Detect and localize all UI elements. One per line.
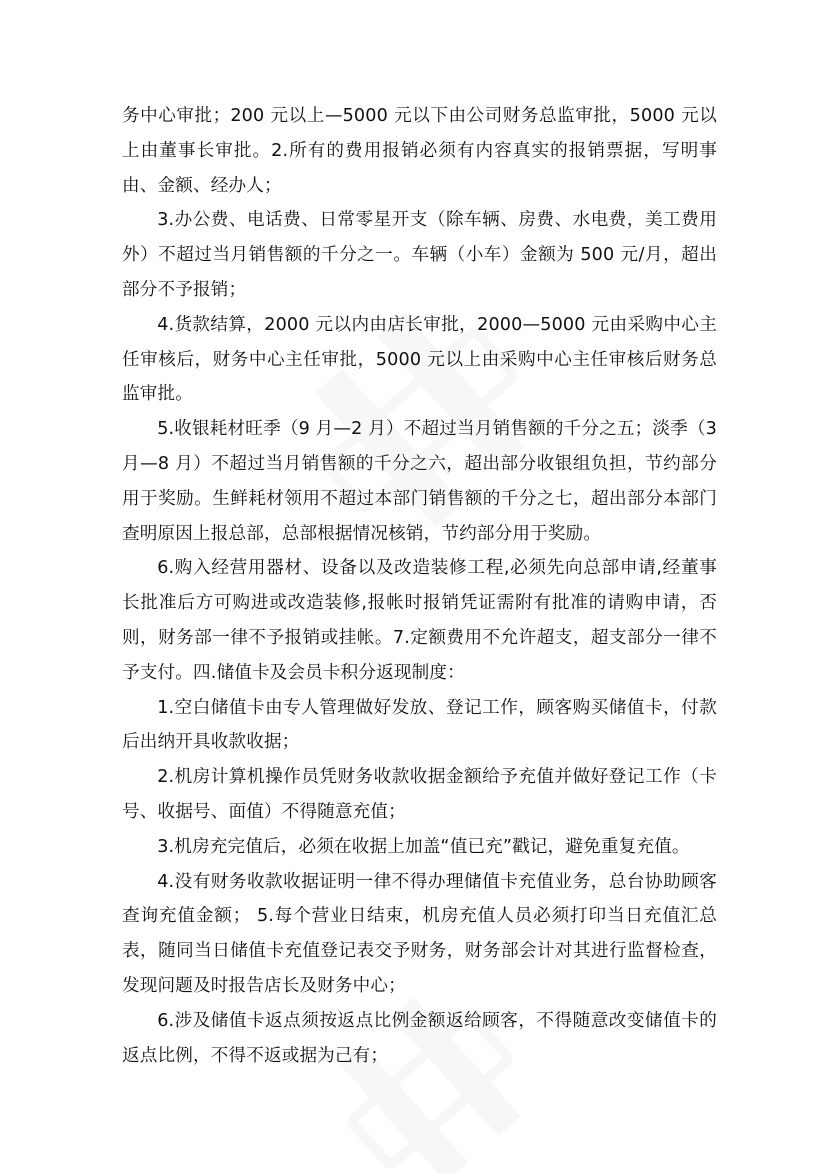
paragraph-card-2: 2.机房计算机操作员凭财务收款收据金额给予充值并做好登记工作（卡号、收据号、面值）不得随意充值； xyxy=(122,767,717,822)
paragraph-card-6: 6.涉及储值卡返点须按返点比例金额返给顾客，不得随意改变储值卡的返点比例，不得不返或据为己有； xyxy=(122,1010,717,1066)
paragraph-item-5: 5.收银耗材旺季（9 月—2 月）不超过当月销售额的千分之五；淡季（3 月—8 月）不超过当月销售额的千分之六，超出部分收银组负担，节约部分用于奖励。生鲜耗材领用不超过本部门销售额的千分之七，超出部分本部门查明原因上报总部，总部根据情况核销，节约部分用于奖励。 xyxy=(122,419,717,544)
paragraph-item-4: 4.货款结算，2000 元以内由店长审批，2000—5000 元由采购中心主任审核后，财务中心主任审批，5000 元以上由采购中心主任审核后财务总监审批。 xyxy=(122,314,717,405)
paragraph-card-3: 3.机房充完值后，必须在收据上加盖“值已充”戳记，避免重复充值。 xyxy=(157,836,690,857)
paragraph-item-3: 3.办公费、电话费、日常零星开支（除车辆、房费、水电费，美工费用外）不超过当月销售额的千分之一。车辆（小车）金额为 500 元/月，超出部分不予报销； xyxy=(122,210,717,300)
paragraph-item-6: 6.购入经营用器材、设备以及改造装修工程,必须先向总部申请,经董事长批准后方可购进或改造装修,报帐时报销凭证需附有批准的请购申请，否则，财务部一律不予报销或挂帐。7.定额费用不允许超支，超支部分一律不予支付。四.储值卡及会员卡积分返现制度： xyxy=(122,558,717,683)
paragraph-card-4: 4.没有财务收款收据证明一律不得办理储值卡充值业务，总台协助顾客查询充值金额； 5.每个营业日结束，机房充值人员必须打印当日充值汇总表，随同当日储值卡充值登记表交予财务，财务部会计对其进行监督检查，发现问题及时报告店长及财务中心； xyxy=(122,871,717,996)
paragraph-continuation: 务中心审批；200 元以上—5000 元以下由公司财务总监审批，5000 元以上由董事长审批。2.所有的费用报销必须有内容真实的报销票据，写明事由、金额、经办人； xyxy=(122,106,717,196)
paragraph-card-1: 1.空白储值卡由专人管理做好发放、登记工作，顾客购买储值卡，付款后出纳开具收款收据； xyxy=(122,697,717,753)
document-body xyxy=(122,99,717,1073)
